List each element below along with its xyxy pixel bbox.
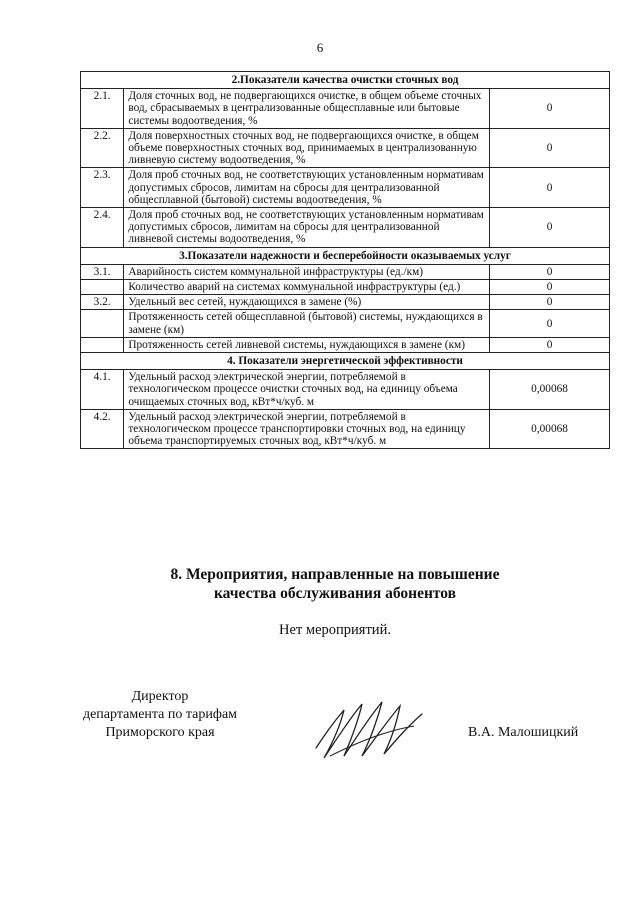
section-heading-line-2: качества обслуживания абонентов bbox=[213, 585, 457, 602]
indicator-name: Доля проб сточных вод, не соответствующих установленным нормативам допустимых сбросов, лимитам на сбросы для централизованной общесплавной (бытовой) системы водоотведения, % bbox=[124, 168, 490, 208]
section-heading bbox=[0, 565, 640, 603]
indicator-name: Протяженность сетей ливневой системы, нуждающихся в замене (км) bbox=[124, 337, 490, 352]
indicators-table bbox=[80, 71, 610, 449]
row-number: 2.4. bbox=[81, 208, 124, 248]
row-number bbox=[81, 310, 124, 337]
indicator-name: Удельный вес сетей, нуждающихся в замене (%) bbox=[124, 295, 490, 310]
handwritten-signature bbox=[310, 696, 430, 766]
row-number: 2.1. bbox=[81, 89, 124, 129]
indicator-value: 0,00068 bbox=[490, 370, 610, 410]
indicator-value: 0,00068 bbox=[490, 409, 610, 449]
indicator-value: 0 bbox=[490, 168, 610, 208]
indicator-name: Протяженность сетей общесплавной (бытовой) системы, нуждающихся в замене (км) bbox=[124, 310, 490, 337]
signer-title bbox=[60, 688, 260, 742]
indicator-value: 0 bbox=[490, 128, 610, 168]
row-number: 2.3. bbox=[81, 168, 124, 208]
section-title: 4. Показатели энергетической эффективности bbox=[81, 353, 610, 370]
section-heading-line-1: 8. Мероприятия, направленные на повышение bbox=[170, 566, 500, 583]
section-header-row bbox=[81, 247, 610, 264]
table-row bbox=[81, 337, 610, 352]
table-row bbox=[81, 208, 610, 248]
table-row bbox=[81, 409, 610, 449]
no-activities-text: Нет мероприятий. bbox=[279, 622, 391, 638]
table-row bbox=[81, 264, 610, 279]
indicator-name: Удельный расход электрической энергии, потребляемой в технологическом процессе транспортировки сточных вод, на единицу объема транспортируемых сточных вод, кВт*ч/куб. м bbox=[124, 409, 490, 449]
row-number: 2.2. bbox=[81, 128, 124, 168]
table-row bbox=[81, 280, 610, 295]
indicator-value: 0 bbox=[490, 89, 610, 129]
signer-department: департамента по тарифам bbox=[82, 707, 238, 722]
indicator-name: Доля поверхностных сточных вод, не подвергающихся очистке, в общем объеме поверхностных сточных вод, принимаемых в централизованную ливневую систему водоотведения, % bbox=[124, 128, 490, 168]
indicator-value: 0 bbox=[490, 208, 610, 248]
table-row bbox=[81, 370, 610, 410]
table-row bbox=[81, 295, 610, 310]
table-row bbox=[81, 168, 610, 208]
row-number: 4.2. bbox=[81, 409, 124, 449]
indicator-value: 0 bbox=[490, 280, 610, 295]
section-header-row bbox=[81, 72, 610, 89]
indicator-value: 0 bbox=[490, 337, 610, 352]
section-title: 2.Показатели качества очистки сточных вод bbox=[81, 72, 610, 89]
indicator-value: 0 bbox=[490, 295, 610, 310]
indicator-name: Удельный расход электрической энергии, потребляемой в технологическом процессе очистки сточных вод, на единицу объема очищаемых сточных вод, кВт*ч/куб. м bbox=[124, 370, 490, 410]
indicator-name: Доля сточных вод, не подвергающихся очистке, в общем объеме сточных вод, сбрасываемых в централизованные общесплавные или бытовые системы водоотведения, % bbox=[124, 89, 490, 129]
indicator-name: Количество аварий на системах коммунальной инфраструктуры (ед.) bbox=[124, 280, 490, 295]
section-header-row bbox=[81, 353, 610, 370]
row-number: 4.1. bbox=[81, 370, 124, 410]
table-row bbox=[81, 89, 610, 129]
row-number: 3.2. bbox=[81, 295, 124, 310]
indicator-name: Аварийность систем коммунальной инфраструктуры (ед./км) bbox=[124, 264, 490, 279]
table-row bbox=[81, 310, 610, 337]
table-row bbox=[81, 128, 610, 168]
signer-position: Директор bbox=[131, 689, 189, 704]
signer-region: Приморского края bbox=[105, 725, 215, 740]
indicator-value: 0 bbox=[490, 310, 610, 337]
row-number bbox=[81, 337, 124, 352]
signer-name: В.А. Малошицкий bbox=[468, 725, 579, 740]
indicator-name: Доля проб сточных вод, не соответствующих установленным нормативам допустимых сбросов, лимитам на сбросы для централизованной ливневой системы водоотведения, % bbox=[124, 208, 490, 248]
row-number bbox=[81, 280, 124, 295]
page-number: 6 bbox=[316, 40, 324, 55]
indicator-value: 0 bbox=[490, 264, 610, 279]
section-title: 3.Показатели надежности и бесперебойности оказываемых услуг bbox=[81, 247, 610, 264]
row-number: 3.1. bbox=[81, 264, 124, 279]
